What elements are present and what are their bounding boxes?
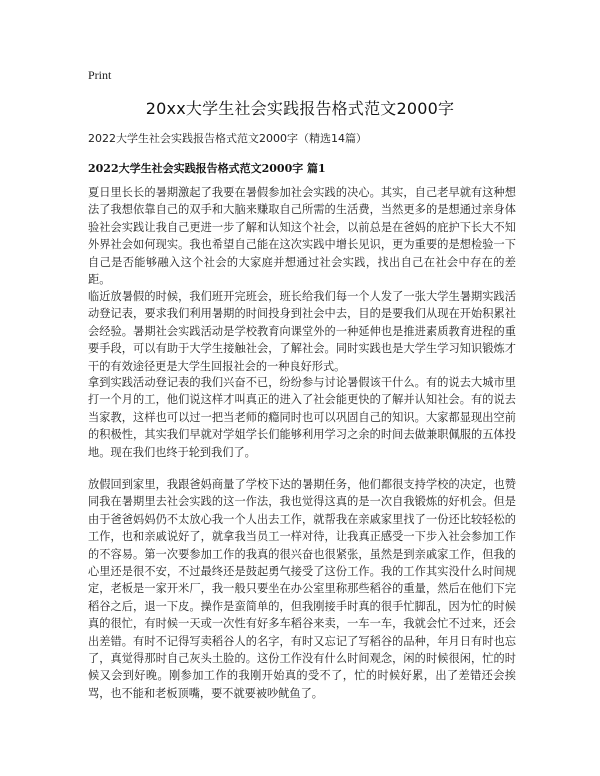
section-heading: 2022大学生社会实践报告格式范文2000字 篇1 xyxy=(88,162,326,175)
print-link[interactable]: Print xyxy=(88,68,112,82)
paragraph: 拿到实践活动登记表的我们兴奋不已，纷纷参与讨论暑假该干什么。有的说去大城市里打一个月的工，他们说这样才叫真正的进入了社会能更快的了解并认知社会。有的说去当家教，这样也可以过一把当老师的瘾同时也可以巩固自己的知识。大家都显现出空前的积极性，其实我们早就对学姐学长们能够利用学习之余的时间去做兼职佩服的五体投地。现在我们也终于轮到我们了。 xyxy=(88,376,516,459)
paragraph: 放假回到家里，我跟爸妈商量了学校下达的暑期任务，他们都很支持学校的决定，也赞同我在暑期里去社会实践的这一作法，我也觉得这真的是一次自我锻炼的好机会。但是由于爸爸妈妈仍不太放心我一个人出去工作，就帮我在亲戚家里找了一份还比较轻松的工作，也和亲戚说好了，就拿我当员工一样对待，让我真正感受一下步入社会参加工作的不容易。第一次要参加工作的我真的很兴奋也很紧张，虽然是到亲戚家工作，但我的心里还是很不安，不过最终还是鼓起勇气接受了这份工作。我的工作其实没什么时间规定，老板是一家开米厂，我一般只要坐在办公室里称那些稻谷的重量，然后在他们下完稻谷之后，退一下皮。操作是蛮简单的，但我刚接手时真的很手忙脚乱，因为忙的时候真的很忙，有时候一天或一次性有好多车稻谷来卖，一车一车，我就会忙不过来，还会出差错。有时不记得写卖稻谷人的名字，有时又忘记了写稻谷的品种，年月日有时也忘了，真觉得那时自己灰头土脸的。这份工作没有什么时间观念，闲的时候很闲，忙的时候又会到好晚。刚参加工作的我刚开始真的受不了，忙的时候好累，出了差错还会挨骂，也不能和老板顶嘴，要不就要被吵鱿鱼了。 xyxy=(88,478,516,700)
paragraph: 夏日里长长的暑期激起了我要在暑假参加社会实践的决心。其实，自己老早就有这种想法了我想依靠自己的双手和大脑来赚取自己所需的生活费，当然更多的是想通过亲身体验社会实践让我自己更进一步了解和认知这个社会，以前总是在爸妈的庇护下长大不知外界社会如何现实。我也希望自己能在这次实践中增长见识，更为重要的是想检验一下自己是否能够融入这个社会的大家庭并想通过社会实践，找出自己在社会中存在的差距。 xyxy=(88,186,516,287)
document-title: 20xx大学生社会实践报告格式范文2000字 xyxy=(145,99,455,118)
paragraph: 临近放暑假的时候，我们班开完班会，班长给我们每一个人发了一张大学生暑期实践活动登记表，要求我们利用暑期的时间投身到社会中去，目的是要我们从现在开始积累社会经验。暑期社会实践活动是学校教育向课堂外的一种延伸也是推进素质教育进程的重要手段，可以有助于大学生接触社会，了解社会。同时实践也是大学生学习知识锻炼才干的有效途径更是大学生回报社会的一种良好形式。 xyxy=(88,290,516,373)
document-subtitle: 2022大学生社会实践报告格式范文2000字（精选14篇） xyxy=(88,132,367,145)
